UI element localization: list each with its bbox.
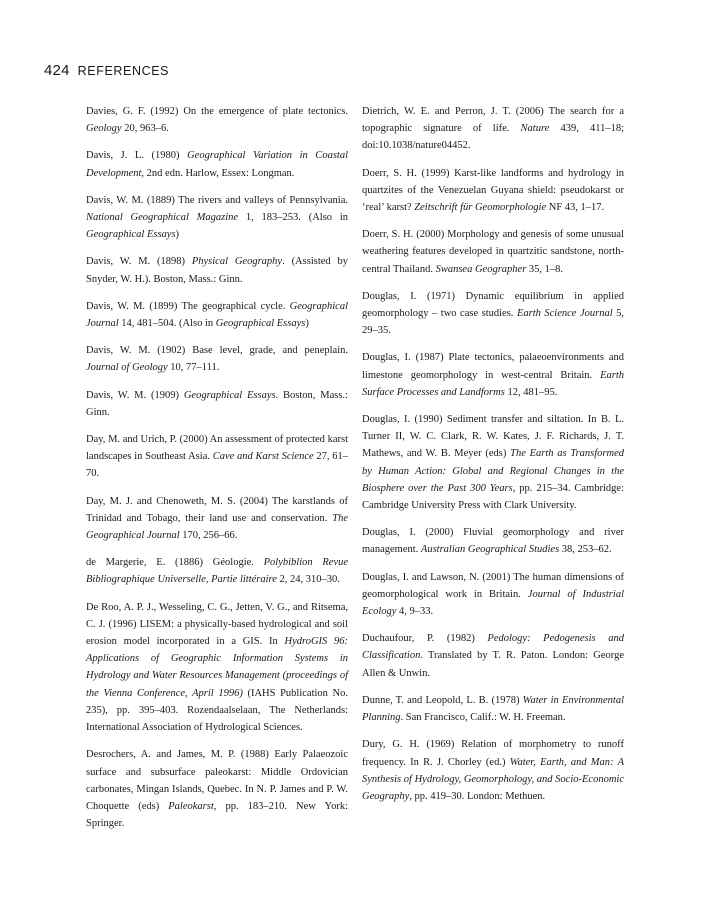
reference-text: Day, M. and Urich, P. (2000) An assessment of protected karst landscapes in Southeast Asia. (86, 434, 348, 463)
reference-text: Douglas, I. (1971) Dynamic equilibrium in applied geomorphology – two case studies. (362, 290, 624, 320)
reference-entry (362, 103, 624, 155)
reference-entry (86, 103, 348, 137)
reference-text: ) (305, 318, 309, 330)
reference-title-italic: Journal of Industrial Ecology (362, 588, 624, 618)
reference-entry (86, 387, 348, 421)
right-column (362, 103, 624, 815)
reference-text: Duchaufour, P. (1982) (362, 633, 488, 645)
page-number: 424 (44, 62, 70, 79)
reference-title-italic: Pedology: Pedogenesis and Classification (362, 633, 624, 662)
reference-text: 12, 481–95. (504, 386, 558, 398)
reference-text: Desrochers, A. and James, M. P. (1988) Early Palaeozoic surface and subsurface paleokarst: Middle Ordovician carbonates, Mingan Islands, Quebec. In N. P. James and P. W. Choquette (eds) (86, 749, 348, 812)
reference-text: , pp. 215–34. Cambridge: Cambridge University Press with Clark University. (362, 482, 624, 512)
reference-text: (IAHS Publication No. 235), pp. 395–403. Rozendaalselaan, The Netherlands: International Association of Hydrological Sciences. (86, 687, 348, 734)
reference-entry (86, 192, 348, 244)
reference-title-italic: Journal of Geology (86, 362, 168, 374)
reference-title-italic: Geographical Essays (215, 318, 306, 330)
reference-text: Douglas, I. and Lawson, N. (2001) The human dimensions of geomorphological work in Britain. (362, 571, 624, 600)
reference-title-italic: The Earth as Transformed by Human Action: Global and Regional Changes in the Biosphere over the Past 300 Years (362, 448, 625, 494)
reference-text: Douglas, I. (2000) Fluvial geomorphology and river management. (362, 527, 624, 556)
reference-text: Dury, G. H. (1969) Relation of morphometry to runoff frequency. In R. J. Chorley (ed.) (362, 739, 624, 768)
reference-entry (362, 165, 624, 217)
reference-entry (362, 226, 624, 278)
page-header (44, 62, 169, 79)
reference-text: De Roo, A. P. J., Wesseling, C. G., Jetten, V. G., and Ritsema, C. J. (1996) LISEM: a physically-based hydrological and soil erosion model incorporated in a GIS. In (86, 601, 348, 648)
reference-entry (86, 147, 348, 181)
reference-text: 20, 963–6. (121, 123, 169, 135)
reference-text: 14, 481–504. (Also in (118, 318, 216, 330)
reference-text: 38, 253–62. (559, 544, 612, 556)
reference-title-italic: Australian Geographical Studies (420, 544, 560, 556)
reference-entry (362, 524, 624, 558)
reference-text: Doerr, S. H. (2000) Morphology and genesis of some unusual weathering features developed in quartzitic sandstone, north-central Thailand. (362, 229, 624, 275)
reference-text: , 2nd edn. Harlow, Essex: Longman. (141, 167, 295, 179)
reference-text: , pp. 419–30. London: Methuen. (409, 790, 546, 802)
reference-text: . (Assisted by Snyder, W. H.). Boston, Mass.: Ginn. (86, 256, 348, 285)
reference-title-italic: Polybiblion Revue Bibliographique Universelle, Partie littéraire (86, 557, 349, 586)
reference-title-italic: Zeitschrift für Geomorphologie (414, 202, 547, 214)
reference-entry (86, 298, 348, 332)
reference-title-italic: Earth Science Journal (516, 308, 613, 320)
reference-text: 5, 29–35. (362, 308, 624, 337)
reference-text: ) (175, 229, 180, 241)
reference-entry (86, 431, 348, 483)
reference-text: 4, 9–33. (396, 606, 434, 618)
reference-text: Dietrich, W. E. and Perron, J. T. (2006) The search for a topographic signature of life. (362, 106, 624, 135)
reference-title-italic: Water in Environmental Planning (362, 694, 624, 724)
reference-title-italic: Nature (520, 123, 550, 135)
reference-entry (362, 630, 624, 682)
reference-title-italic: Geographical Journal (86, 300, 348, 330)
reference-text: 1, 183–253. (Also in (238, 212, 348, 224)
reference-text: 439, 411–18; doi:10.1038/nature04452. (362, 123, 624, 152)
reference-text: Doerr, S. H. (1999) Karst-like landforms and hydrology in quartzites of the Venezuelan Guyana shield: pseudokarst or ‘real’ karst? (362, 167, 624, 214)
reference-text: Davis, W. M. (1898) (86, 256, 192, 268)
reference-title-italic: Paleokarst (168, 800, 214, 812)
reference-text: de Margerie, E. (1886) Géologie. (86, 557, 264, 569)
reference-title-italic: The Geographical Journal (86, 512, 348, 542)
reference-entry (86, 253, 348, 287)
reference-entry (86, 599, 348, 737)
reference-text: NF 43, 1–17. (546, 202, 605, 214)
reference-title-italic: Geographical Variation in Coastal Development (86, 150, 348, 179)
reference-text: 35, 1–8. (526, 263, 564, 275)
reference-text: Day, M. J. and Chenoweth, M. S. (2004) The karstlands of Trinidad and Tobago, their land use and conservation. (86, 495, 348, 524)
reference-title-italic: Earth Surface Processes and Landforms (362, 369, 624, 398)
reference-entry (86, 746, 348, 832)
reference-text: . Boston, Mass.: Ginn. (86, 389, 348, 418)
reference-entry (86, 342, 348, 376)
reference-title-italic: Physical Geography (191, 256, 283, 268)
reference-title-italic: Geographical Essays (183, 389, 276, 401)
reference-text: Douglas, I. (1987) Plate tectonics, palaeoenvironments and limestone geomorphology in west-central Britain. (362, 352, 624, 381)
reference-text: , pp. 183–210. New York: Springer. (86, 800, 348, 830)
reference-text: Davis, W. M. (1902) Base level, grade, and peneplain. (86, 345, 348, 357)
section-title: REFERENCES (77, 64, 170, 78)
reference-entry (86, 554, 348, 588)
reference-title-italic: HydroGIS 96: Applications of Geographic Information Systems in Hydrology and Water Resources Management (proceedings of the Vienna Conference, April 1996) (86, 636, 349, 699)
reference-title-italic: Geology (86, 123, 122, 135)
reference-title-italic: National Geographical Magazine (86, 212, 239, 224)
reference-entry (362, 349, 624, 401)
reference-text: . San Francisco, Calif.: W. H. Freeman. (400, 712, 566, 724)
reference-entry (86, 493, 348, 545)
reference-entry (362, 288, 624, 340)
reference-entry (362, 736, 624, 805)
reference-text: Davis, W. M. (1899) The geographical cycle. (86, 300, 290, 312)
reference-text: . Translated by T. R. Paton. London: George Allen & Unwin. (362, 650, 624, 679)
reference-text: 2, 24, 310–30. (276, 574, 340, 586)
reference-text: 27, 61–70. (86, 451, 348, 480)
reference-title-italic: Swansea Geographer (435, 263, 527, 275)
reference-title-italic: Cave and Karst Science (212, 451, 314, 463)
reference-text: Dunne, T. and Leopold, L. B. (1978) (362, 694, 523, 706)
reference-text: Davis, J. L. (1980) (86, 150, 188, 162)
reference-text: Davies, G. F. (1992) On the emergence of plate tectonics. (86, 106, 348, 117)
reference-text: 10, 77–111. (167, 362, 220, 374)
left-column (86, 103, 348, 842)
reference-entry (362, 411, 624, 514)
reference-title-italic: Geographical Essays (86, 229, 176, 241)
reference-title-italic: Water, Earth, and Man: A Synthesis of Hydrology, Geomorphology, and Socio-Economic Geography (362, 756, 624, 802)
reference-entry (362, 692, 624, 726)
reference-text: Davis, W. M. (1909) (86, 389, 184, 401)
reference-entry (362, 569, 624, 621)
reference-text: Davis, W. M. (1889) The rivers and valleys of Pennsylvania. (86, 194, 348, 206)
reference-text: Douglas, I. (1990) Sediment transfer and siltation. In B. L. Turner II, W. C. Clark, R. W. Kates, J. F. Richards, J. T. Mathews, and W. B. Meyer (eds) (362, 414, 624, 460)
reference-text: 170, 256–66. (179, 530, 238, 542)
